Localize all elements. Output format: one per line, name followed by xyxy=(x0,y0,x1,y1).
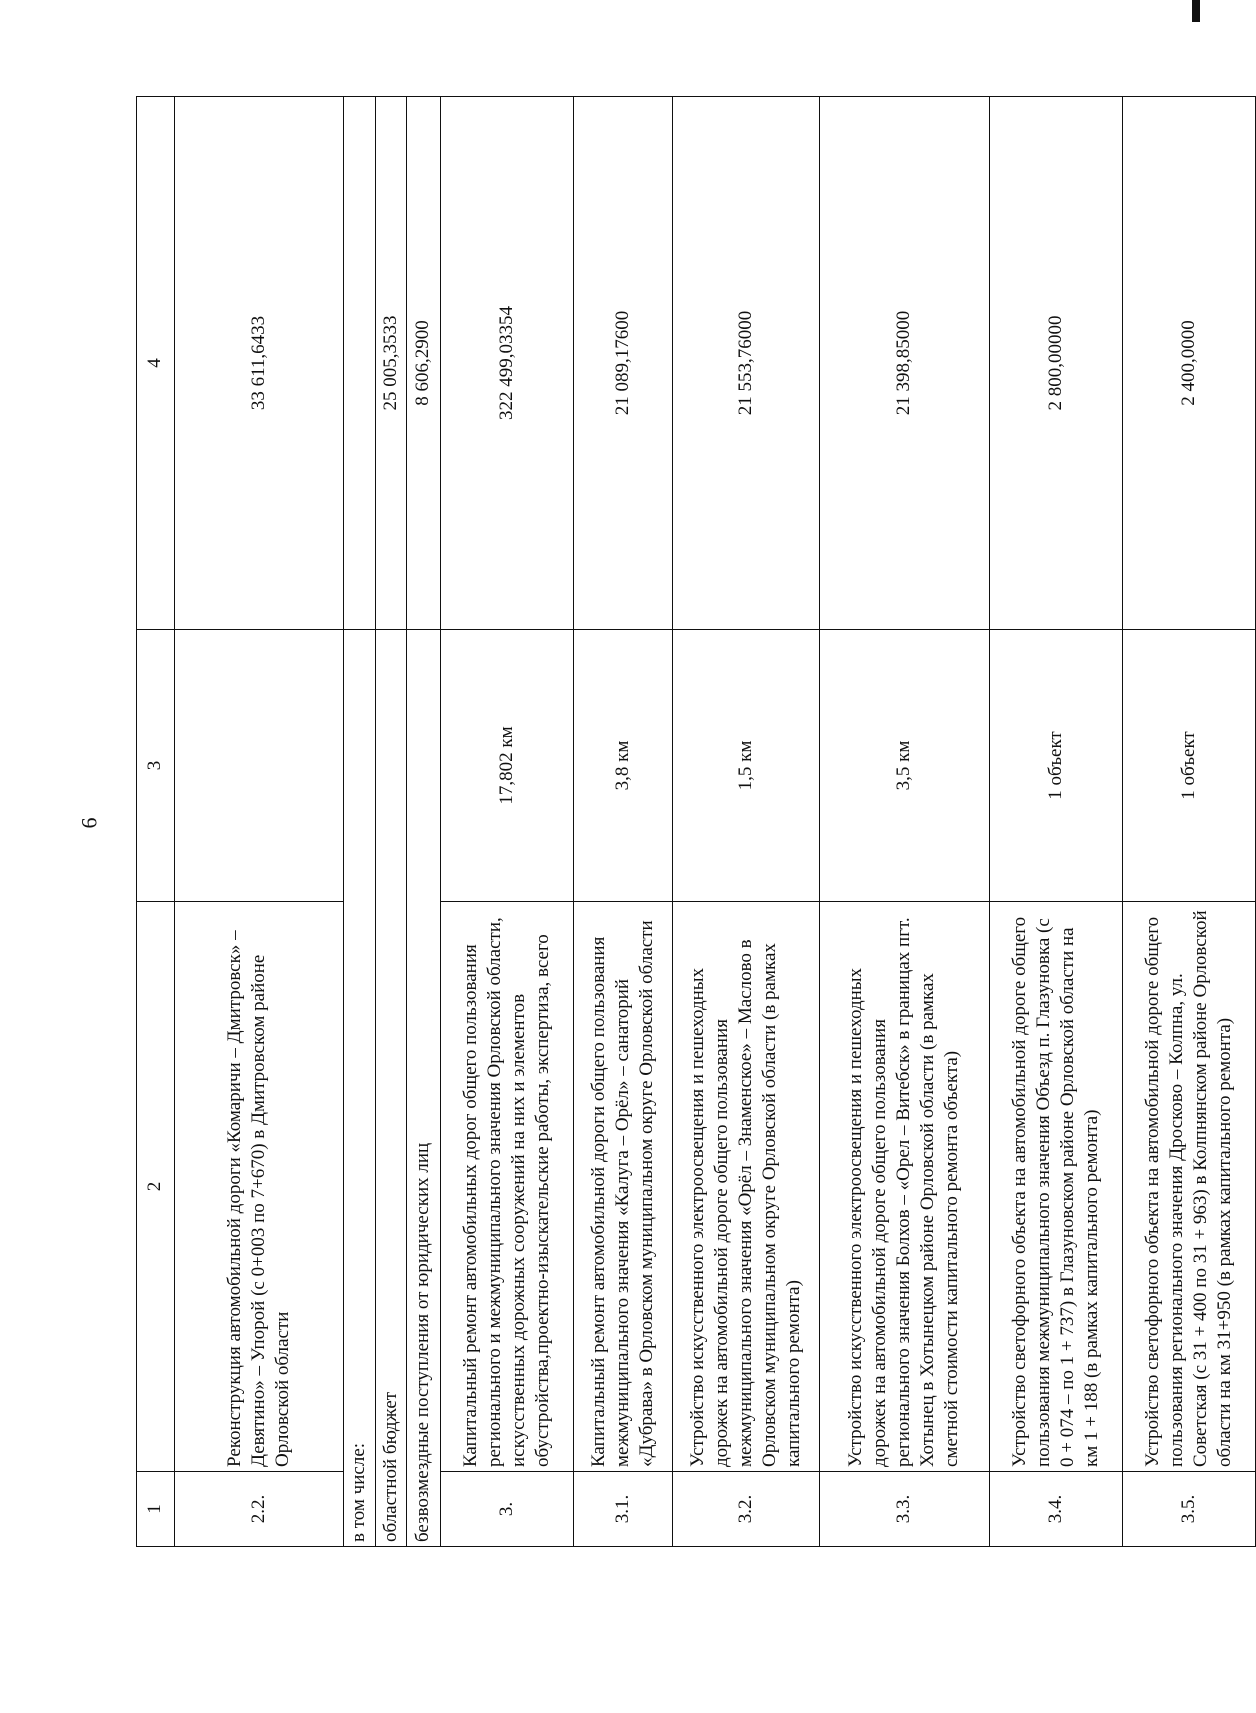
table-row xyxy=(1122,97,1255,1547)
table-header-row xyxy=(137,97,175,1547)
row-label: безвозмездные поступления от юридических лиц xyxy=(407,630,441,1547)
row-number: 3.1. xyxy=(574,1472,673,1547)
table-row xyxy=(174,97,344,1547)
table-row xyxy=(673,97,820,1547)
row-amount: 2 800,00000 xyxy=(989,97,1122,630)
row-label: областной бюджет xyxy=(375,630,406,1547)
row-amount: 21 398,85000 xyxy=(819,97,989,630)
row-quantity xyxy=(174,630,344,902)
row-amount: 322 499,03354 xyxy=(440,97,573,630)
row-quantity: 1 объект xyxy=(989,630,1122,902)
row-amount: 2 400,0000 xyxy=(1122,97,1255,630)
row-description: Реконструкция автомобильной дороги «Комаричи – Дмитровск» – Девятино» – Упорой (с 0+003 по 7+670) в Дмитровском районе Орловской области xyxy=(174,902,344,1472)
row-number: 3. xyxy=(440,1472,573,1547)
row-amount: 21 553,76000 xyxy=(673,97,820,630)
column-header: 2 xyxy=(137,902,175,1472)
row-amount: 8 606,2900 xyxy=(407,97,441,630)
table-row xyxy=(819,97,989,1547)
page-number: 6 xyxy=(76,817,102,829)
row-description: Устройство искусственного электроосвещения и пешеходных дорожек на автомобильной дороге общего пользования регионального значения Болхов – «Орел – Витебск» в границах пгт. Хотынец в Хотынецком районе Орловской области (в рамках сметной стоимости капитального ремонта объекта) xyxy=(819,902,989,1472)
row-amount xyxy=(344,97,375,630)
row-quantity: 1 объект xyxy=(1122,630,1255,902)
row-number: 3.2. xyxy=(673,1472,820,1547)
row-amount: 33 611,6433 xyxy=(174,97,344,630)
row-quantity: 17,802 км xyxy=(440,630,573,902)
row-number: 3.3. xyxy=(819,1472,989,1547)
row-quantity: 3,8 км xyxy=(574,630,673,902)
scan-edge-mark xyxy=(1192,0,1200,22)
column-header: 4 xyxy=(137,97,175,630)
row-description: Устройство искусственного электроосвещения и пешеходных дорожек на автомобильной дороге общего пользования межмуниципального значения «Орёл – Знаменское» – Маслово в Орловском муниципальном округе Орловской области (в рамках капитального ремонта) xyxy=(673,902,820,1472)
row-number: 3.4. xyxy=(989,1472,1122,1547)
table-row xyxy=(989,97,1122,1547)
column-header: 1 xyxy=(137,1472,175,1547)
row-quantity: 3,5 км xyxy=(819,630,989,902)
row-description: Капитальный ремонт автомобильной дороги общего пользования межмуниципального значения «Калуга – Орёл» – санаторий «Дубрава» в Орловском муниципальном округе Орловской области xyxy=(574,902,673,1472)
row-amount: 21 089,17600 xyxy=(574,97,673,630)
table-row xyxy=(407,97,441,1547)
row-description: Устройство светофорного объекта на автомобильной дороге общего пользования межмуниципального значения Объезд п. Глазуновка (с 0 + 074 – по 1 + 737) в Глазуновском районе Орловской области на км 1 + 188 (в рамках капитального ремонта) xyxy=(989,902,1122,1472)
row-number: 3.5. xyxy=(1122,1472,1255,1547)
column-header: 3 xyxy=(137,630,175,902)
row-amount: 25 005,3533 xyxy=(375,97,406,630)
table-row xyxy=(375,97,406,1547)
budget-table-rotated xyxy=(136,97,1256,1547)
row-number: 2.2. xyxy=(174,1472,344,1547)
table-row xyxy=(574,97,673,1547)
row-quantity: 1,5 км xyxy=(673,630,820,902)
row-description: Устройство светофорного объекта на автомобильной дороге общего пользования регионального значения Дросково – Колпна, ул. Советская (с 31 + 400 по 31 + 963) в Колпнянском районе Орловской области на км 31+950 (в рамках капитального ремонта) xyxy=(1122,902,1255,1472)
row-description: Капитальный ремонт автомобильных дорог общего пользования регионального и межмуниципального значения Орловской области, искусственных дорожных сооружений на них и элементов обустройства,проектно-изыскательские работы, экспертиза, всего xyxy=(440,902,573,1472)
table-row xyxy=(344,97,375,1547)
table-row xyxy=(440,97,573,1547)
row-label: в том числе: xyxy=(344,630,375,1547)
budget-table xyxy=(136,96,1256,1547)
